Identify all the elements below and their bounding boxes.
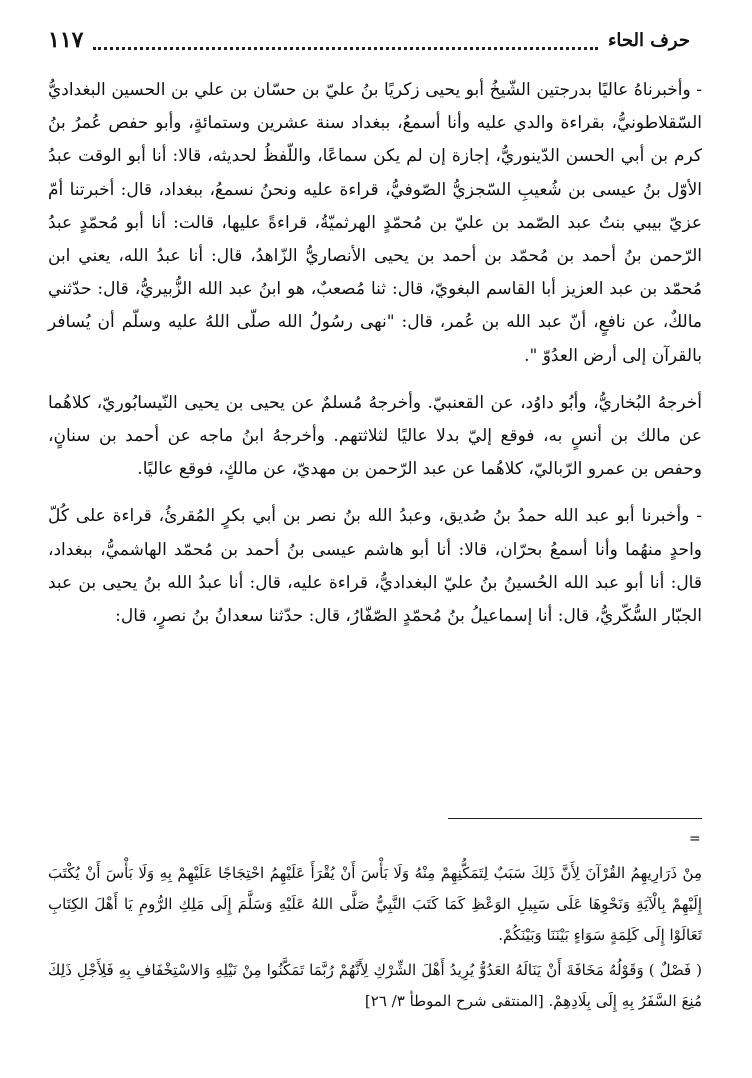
chapter-title: حرف الحاء <box>607 29 690 51</box>
footnote-text: ( فَصْلٌ ) وَقَوْلُهُ مَخَافَةَ أَنْ يَنَالَهُ العَدُوُّ يُرِيدُ أَهْلَ الشِّرْكِ لِأَنَّهُمْ رُبَّمَا تَمَكَّنُوا مِنْ نَيْلِهِ وَالاسْتِخْفَافِ بِهِ فَلِأَجْلِ ذَلِكَ مُنِعَ السَّفَرُ بِهِ إِلَى بِلَادِهِمْ. [المنتقى شرح الموطأ ٣/ ٢٦] <box>48 961 702 1010</box>
footnote-text: مِنْ ذَرَارِيهِمُ القُرْآنَ لِأَنَّ ذَلِكَ سَبَبٌ لِتَمَكُّنِهِمْ مِنْهُ وَلَا بَأْسَ أَنْ يُقْرَأَ عَلَيْهِمُ احْتِجَاجًا عَلَيْهِمْ بِهِ وَلَا بَأْسَ أَنْ يُكْتَبَ إِلَيْهِمْ بِالْآيَةِ وَنَحْوِهَا عَلَى سَبِيلِ الوَعْظِ كَمَا كَتَبَ النَّبِيُّ صَلَّى اللهُ عَلَيْهِ وَسَلَّمَ إِلَى مَلِكِ الرُّومِ يَا أَهْلَ الكِتَابِ تَعَالَوْا إِلَى كَلِمَةٍ سَوَاءٍ بَيْنَنَا وَبَيْنَكُمْ. <box>48 864 702 944</box>
footnotes <box>48 858 702 1017</box>
header-dot-leader <box>93 41 598 50</box>
footnote-separator <box>448 818 702 819</box>
page-number: ١١٧ <box>48 27 84 53</box>
footnote-continuation-mark: = <box>689 831 701 847</box>
main-text <box>48 74 702 633</box>
paragraph-hadith-chain-1: - وأخبرناهُ عاليًا بدرجتين الشّيخُ أبو يحيى زكريًا بنُ عليّ بن حسّان بن علي بن الحسين البغداديُّ السّقلاطونيُّ، بقراءة والدي عليه وأنا أسمعُ، ببغداد سنة عشرين وستمائةٍ، وأبو حفص عُمرُ بنُ كرم بن أبي الحسن الدّينوريُّ، إجازة إن لم يكن سماعًا، واللّفظُ لحديثه، قالا: أنا أبو الوقت عبدُ الأوّل بنُ عيسى بن شُعيبِ السّجزيُّ الصّوفيُّ، قراءة عليه ونحنُ نسمعُ، ببغداد، قال: أخبرتنا أمّ عزيّ بيبي بنتُ عبد الصّمد بن عليّ بن مُحمّدٍ الهرثميّةُ، قراءةً عليها، قالت: أنا أبو مُحمّدٍ عبدُ الرّحمن بنُ أحمد بن مُحمّد بن أحمد بن يحيى الأنصاريُّ الزّاهدُ، قال: أنا عبدُ الله، يعني ابن مُحمّد بن عبد العزيز أبا القاسم البغويّ، قال: ثنا مُصعبٌ، هو ابنُ عبد الله الزُّبيريُّ، قال: حدّثني مالكٌ، عن نافعٍ، أنّ عبد الله بن عُمر، قال: "نهى رسُولُ الله صلّى اللهُ عليه وسلّم أن يُسافر بالقرآن إلى أرض العدُوّ ". <box>48 80 702 366</box>
running-header <box>48 24 690 56</box>
paragraph-takhrij: أخرجهُ البُخاريُّ، وأبُو داوُد، عن القعنبيّ. وأخرجهُ مُسلمٌ عن يحيى بن يحيى النّيسابُوريّ، كلاهُما عن مالك بن أنسٍ به، فوقع إليّ بدلا عاليًا لثلاثتهم. وأخرجهُ ابنُ ماجه عن أحمد بن سنانٍ، وحفص بن عمرو الرّباليّ، كلاهُما عن عبد الرّحمن بن مهديّ، عن مالكٍ، فوقع عاليًا. <box>48 392 702 480</box>
paragraph-hadith-chain-2: - وأخبرنا أبو عبد الله حمدُ بنُ صُديق، وعبدُ الله بنُ نصر بن أبي بكرٍ المُقرئُ، قراءة على كُلّ واحدٍ منهُما وأنا أسمعُ بحرّان، قالا: أنا أبو هاشم عيسى بنُ أحمد بن مُحمّد الهاشميُّ، ببغداد، قال: أنا أبو عبد الله الحُسينُ بنُ عليّ البغداديُّ، قراءة عليه، قال: أنا عبدُ الله بنُ يحيى بن عبد الجبّار السُّكّريُّ، قال: أنا إسماعيلُ بنُ مُحمّدٍ الصّفّارُ، قال: حدّثنا سعدانُ بنُ نصرٍ، قال: <box>48 506 702 627</box>
